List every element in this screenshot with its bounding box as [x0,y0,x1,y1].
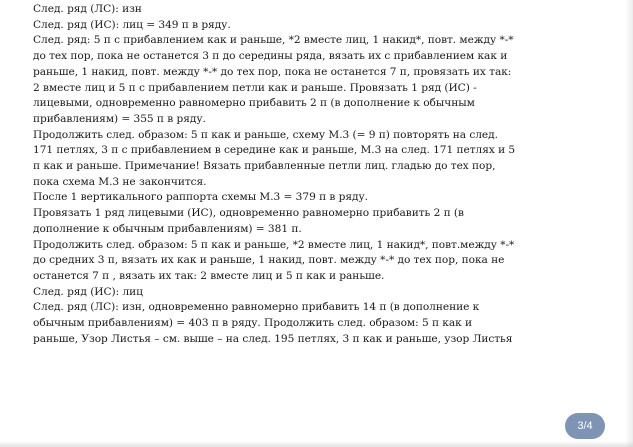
text-line: Продолжить след. образом: 5 п как и раньше, *2 вместе лиц, 1 накид*, повт.между *-* [33,238,515,251]
text-line: до тех пор, пока не останется 3 п до середины ряда, вязать их с прибавлением как и [33,50,508,63]
page-edge-shadow-bottom [0,441,633,447]
text-line: След. ряд (ИС): лиц [33,285,143,298]
text-line: останется 7 п , вязать их так: 2 вместе лиц и 5 п как и раньше. [33,269,385,282]
text-line: раньше, 1 накид, повт. между *-* до тех пор, пока не останется 7 п, провязать их так: [33,65,512,78]
text-line: прибавлениям) = 355 п в ряду. [33,112,206,125]
text-line: Продолжить след. образом: 5 п как и раньше, схему М.3 (= 9 п) повторять на след. [33,128,498,141]
text-line: Провязать 1 ряд лицевыми (ИС), одновременно равномерно прибавить 2 п (в [33,207,464,220]
text-line: След. ряд (ЛС): изн, одновременно равномерно прибавить 14 п (в дополнение к [33,301,480,314]
text-line: п как и раньше. Примечание! Вязать прибавленные петли лиц. гладью до тех пор, [33,160,496,173]
text-line: После 1 вертикального раппорта схемы М.3 = 379 п в ряду. [33,191,368,204]
text-line: 2 вместе лиц и 5 п с прибавлением петли как и раньше. Провязать 1 ряд (ИС) - [33,81,477,94]
text-line: обычным прибавлениям) = 403 п в ряду. Продолжить след. образом: 5 п как и [33,317,473,330]
text-line: пока схема М.3 не закончится. [33,175,207,188]
text-line: дополнение к обычным прибавлениям) = 381 п. [33,222,302,235]
text-line: до средних 3 п, вязать их как и раньше, 1 накид, повт. между *-* до тех пор, пока не [33,254,505,267]
text-line: След. ряд (ИС): лиц = 349 п в ряду. [33,18,231,31]
text-line: лицевыми, одновременно равномерно прибавить 2 п (в дополнение к обычным [33,97,475,110]
text-line: 171 петлях, 3 п с прибавлением в середине как и раньше, М.3 на след. 171 петлях и 5 [33,144,516,157]
text-line: раньше, Узор Листья – см. выше – на след. 195 петлях, 3 п как и раньше, узор Листья [33,332,513,345]
page-edge-shadow-right [625,0,633,447]
page-indicator-badge[interactable]: 3/4 [565,413,605,439]
text-line: След. ряд (ЛС): изн [33,3,142,15]
text-line: След. ряд: 5 п с прибавлением как и раньше, *2 вместе лиц, 1 накид*, повт. между *-* [33,34,514,47]
